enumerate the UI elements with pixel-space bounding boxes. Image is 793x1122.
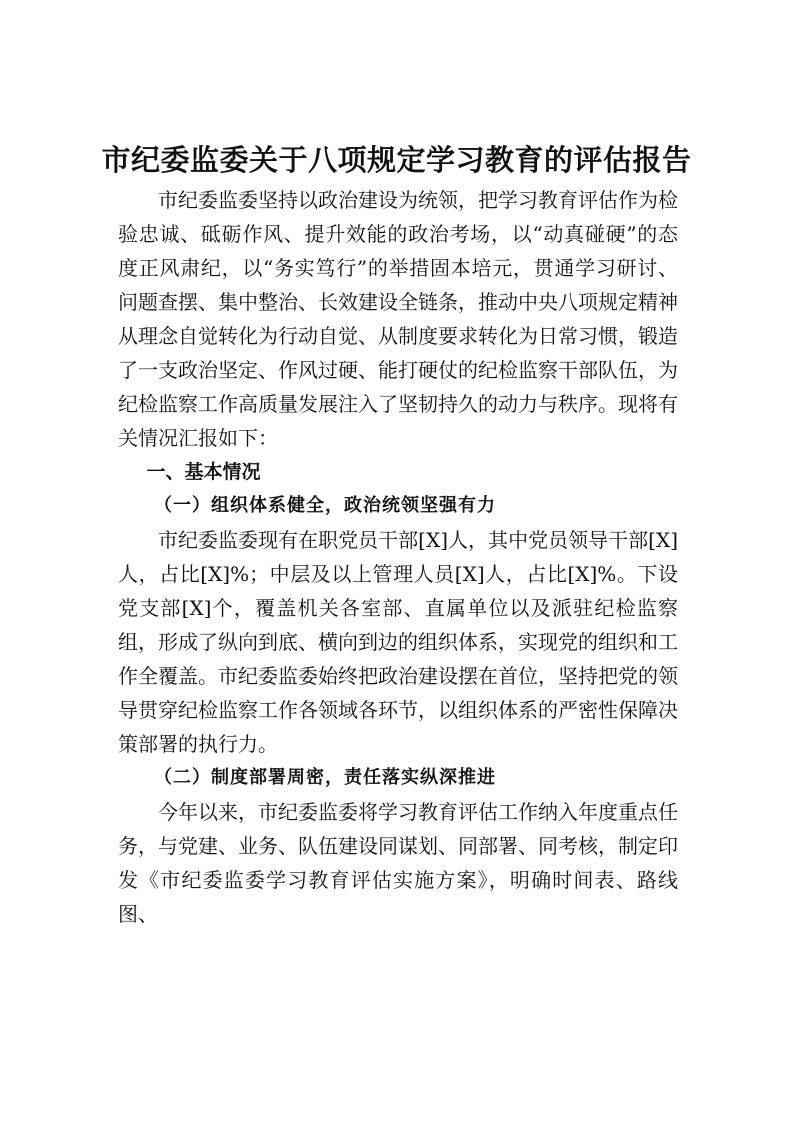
intro-paragraph: 市纪委监委坚持以政治建设为统领，把学习教育评估作为检验忠诚、砥砺作风、提升效能的政治考场，以“动真碰硬”的态度正风肃纪，以“务实笃行”的举措固本培元，贯通学习研讨、问题查摆、集中整治、长效建设全链条，推动中央八项规定精神从理念自觉转化为行动自觉、从制度要求转化为日常习惯，锻造了一支政治坚定、作风过硬、能打硬仗的纪检监察干部队伍，为纪检监察工作高质量发展注入了坚韧持久的动力与秩序。现将有关情况汇报如下： — [118, 188, 678, 450]
subsection-heading-1: （一）组织体系健全，政治统领坚强有力 — [154, 495, 496, 516]
subsection-heading-2: （二）制度部署周密，责任落实纵深推进 — [154, 767, 496, 788]
document-title: 市纪委监委关于八项规定学习教育的评估报告 — [101, 143, 692, 177]
subsection-2-paragraph: 今年以来，市纪委监委将学习教育评估工作纳入年度重点任务，与党建、业务、队伍建设同谋划、同部署、同考核，制定印发《市纪委监委学习教育评估实施方案》，明确时间表、路线图、 — [118, 800, 678, 926]
section-heading-basic-situation: 一、基本情况 — [146, 461, 261, 483]
subsection-1-paragraph: 市纪委监委现有在职党员干部[X]人，其中党员领导干部[X]人，占比[X]%；中层及以上管理人员[X]人，占比[X]%。下设党支部[X]个，覆盖机关各室部、直属单位以及派驻纪检监察组，形成了纵向到底、横向到边的组织体系，实现党的组织和工作全覆盖。市纪委监委始终把政治建设摆在首位，坚持把党的领导贯穿纪检监察工作各领域各环节，以组织体系的严密性保障决策部署的执行力。 — [118, 528, 678, 756]
document-body — [118, 183, 678, 931]
